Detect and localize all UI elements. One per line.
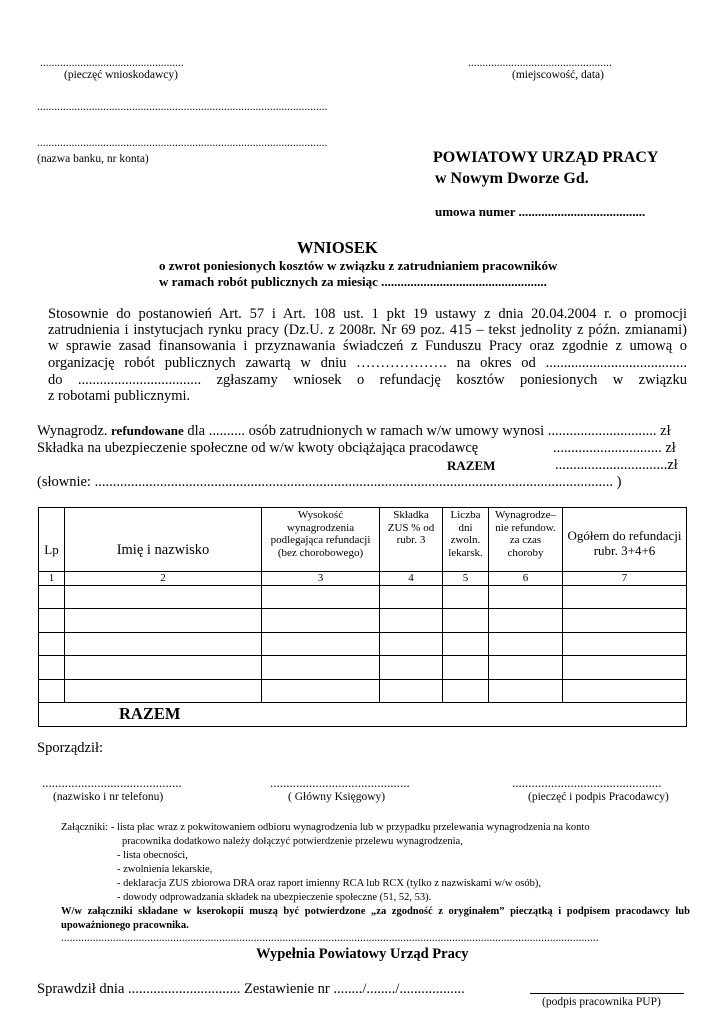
stamp-dots: .................................................. [40, 57, 184, 69]
header-lp: Lp [39, 508, 65, 572]
place-dots: .................................................. [468, 57, 612, 69]
contribution-amount: .............................. zł [553, 440, 676, 456]
wage-label: Wynagrodz. [37, 423, 108, 439]
table-total-row [39, 703, 687, 727]
form-subtitle-2: w ramach robót publicznych za miesiąc ................................................... [159, 274, 547, 289]
bank-dots-2: ..................................................................................................... [37, 137, 328, 149]
stamp-label: (pieczęć wnioskodawcy) [64, 69, 178, 81]
sign-label-name: (nazwisko i nr telefonu) [53, 791, 164, 803]
body-line-1: Stosownie do postanowień Art. 57 i Art. 108 ust. 1 pkt 19 ustawy z dnia 20.04.2004 r. o promocji [48, 306, 687, 322]
col-num: 3 [262, 572, 380, 586]
body-line-6: z robotami publicznymi. [48, 388, 191, 404]
contract-number: umowa numer ....................................... [435, 204, 646, 219]
table-row[interactable] [39, 679, 687, 703]
header-total: Ogółem do refundacji rubr. 3+4+6 [563, 508, 687, 572]
verification-line: Sprawdził dnia ............................... Zestawienie nr ......../......../.................. [37, 981, 465, 997]
col-num: 6 [489, 572, 563, 586]
table-total-label: RAZEM [119, 704, 181, 724]
header-sick-days: Liczba dni zwoln. lekarsk. [443, 508, 489, 572]
body-line-4: organizację robót publicznych zawartą w dniu ………………. na okres od ....................................... [48, 355, 687, 371]
attachments-line-2: - lista obecności, [117, 850, 188, 861]
table-row[interactable] [39, 585, 687, 609]
attachments-line-3: - zwolnienia lekarskie, [117, 864, 213, 875]
body-line-3: w sprawie zasad finansowania i przyznawania świadczeń z Funduszu Pracy oraz zgodnie z umową o [48, 338, 687, 354]
attachments-line-1b: pracownika dodatkowo należy dołączyć potwierdzenie przelewu wynagrodzenia, [122, 836, 463, 847]
form-title: WNIOSEK [297, 238, 378, 257]
body-line-5: do .................................. zgłaszamy wniosek o refundację kosztów poniesionych w związku [48, 372, 687, 388]
wage-line [37, 423, 671, 440]
sign-label-accountant: ( Główny Księgowy) [288, 791, 386, 803]
header-sick-pay: Wynagrodze– nie refundow. za czas choroby [489, 508, 563, 572]
header-zus: Składka ZUS % od rubr. 3 [380, 508, 443, 572]
sign-dots-2: ........................................... [270, 775, 410, 790]
table-row[interactable] [39, 656, 687, 680]
table-header-row [39, 508, 687, 572]
table-row[interactable] [39, 609, 687, 633]
pup-signature-label: (podpis pracownika PUP) [542, 996, 661, 1008]
attachments-line-1: Załączniki: - lista płac wraz z pokwitowaniem odbioru wynagrodzenia lub w przypadku przelewania wynagrodzenia na konto [61, 822, 590, 833]
total-amount: ...............................zł [555, 457, 678, 473]
in-words-line: (słownie: ............................................................................................................................................... ) [37, 474, 622, 490]
col-num: 1 [39, 572, 65, 586]
col-num: 2 [65, 572, 262, 586]
col-num: 4 [380, 572, 443, 586]
place-date-label: (miejscowość, data) [512, 69, 604, 81]
wage-refunded: refundowane [111, 423, 184, 438]
prepared-by: Sporządził: [37, 740, 104, 756]
attachments-line-5: - dowody odprowadzania składek na ubezpieczenie społeczne (51, 52, 53). [117, 892, 432, 903]
attachments-note-1: W/w załączniki składane w kserokopii muszą być potwierdzone „za zgodność z oryginałem” pieczątką i podpisem pracodawcy lub [61, 906, 690, 917]
col-num: 5 [443, 572, 489, 586]
bank-dots-1: ..................................................................................................... [37, 101, 328, 113]
refund-table [38, 507, 687, 727]
footer-separator: ........................................................................................................................................................................................... [61, 932, 599, 944]
bank-label: (nazwa banku, nr konta) [37, 153, 149, 165]
sign-label-employer: (pieczęć i podpis Pracodawcy) [528, 791, 669, 803]
sign-dots-1: ........................................... [42, 775, 182, 790]
column-number-row [39, 572, 687, 586]
attachments-note-2: upoważnionego pracownika. [61, 920, 189, 931]
office-city: w Nowym Dworze Gd. [435, 170, 589, 187]
sign-dots-3: .............................................. [512, 775, 662, 790]
table-row[interactable] [39, 632, 687, 656]
col-num: 7 [563, 572, 687, 586]
office-name: POWIATOWY URZĄD PRACY [433, 149, 659, 166]
header-wage: Wysokość wynagrodzenia podlegająca refundacji (bez chorobowego) [262, 508, 380, 572]
pup-signature-line [530, 993, 684, 994]
wage-rest: dla .......... osób zatrudnionych w ramach w/w umowy wynosi .............................. zł [187, 423, 671, 439]
pup-section-title: Wypełnia Powiatowy Urząd Pracy [256, 946, 469, 962]
form-subtitle-1: o zwrot poniesionych kosztów w związku z zatrudnianiem pracowników [159, 258, 558, 273]
attachments-line-4: - deklaracja ZUS zbiorowa DRA oraz raport imienny RCA lub RCX (tylko z nazwiskami w/w osób), [117, 878, 541, 889]
contribution-line: Składka na ubezpieczenie społeczne od w/w kwoty obciążająca pracodawcę [37, 440, 479, 456]
body-line-2: zatrudnienia i instytucjach rynku pracy (Dz.U. z 2008r. Nr 69 poz. 415 – tekst jednolity z późn. zmianami) [48, 322, 687, 338]
header-name: Imię i nazwisko [65, 508, 262, 572]
total-label: RAZEM [447, 458, 496, 473]
